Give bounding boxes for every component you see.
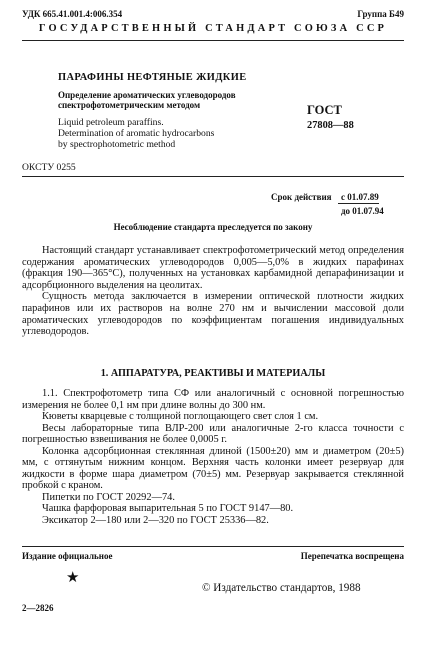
standard-subtitle-ru-1: Определение ароматических углеводородов <box>58 90 236 100</box>
standard-name-ru: ПАРАФИНЫ НЕФТЯНЫЕ ЖИДКИЕ <box>58 72 247 83</box>
udk-code: УДК 665.41.001.4:006.354 <box>22 9 123 19</box>
header-rule <box>22 40 404 41</box>
list-item: Чашка фарфоровая выпарительная 5 по ГОСТ 9147—80. <box>42 503 294 514</box>
okstu-code: ОКСТУ 0255 <box>22 162 76 173</box>
intro-text <box>22 245 404 338</box>
footer-rule <box>22 546 404 547</box>
edition-label: Издание официальное <box>22 551 113 561</box>
list-item: 1.1. Спектрофотометр типа СФ или аналогичный с основной погрешностью измерения не более 0,1 нм при длине волны до 300 нм. <box>22 388 404 411</box>
standard-name-en-1: Liquid petroleum paraffins. <box>58 117 164 128</box>
title-rule <box>22 176 404 177</box>
list-item: Кюветы кварцевые с толщиной поглощающего свет слоя 1 см. <box>42 411 319 422</box>
list-item: Эксикатор 2—180 или 2—320 по ГОСТ 25336—82. <box>42 514 269 526</box>
print-code: 2—2826 <box>22 603 54 613</box>
section-heading: 1. АППАРАТУРА, РЕАКТИВЫ И МАТЕРИАЛЫ <box>100 368 326 379</box>
validity-to: до 01.07.94 <box>341 206 384 216</box>
gost-number: 27808—88 <box>307 120 354 131</box>
standard-name-en-2: Determination of aromatic hydrocarbons <box>58 128 215 139</box>
list-item: Колонка адсорбционная стеклянная длиной (1500±20) мм и диаметром (20±5) мм, с оттянутым нижним концом. Верхняя часть колонки имеет резервуар для жидкости в форме шара диаметром (70±5) мм. Резервуар закрывается стеклянной пробкой с краном. <box>22 445 404 491</box>
standard-name-en-3: by spectrophotometric method <box>58 139 176 150</box>
intro-paragraph: Сущность метода заключается в измерении оптической плотности жидких парафинов или их растворов на волне 270 нм и вычислении массовой доли ароматических углеводородов по коэффициентам погашения индивидуальных углеводородов. <box>22 291 404 338</box>
law-notice: Несоблюдение стандарта преследуется по закону <box>113 222 313 232</box>
reprint-notice: Перепечатка воспрещена <box>300 551 404 561</box>
copyright: © Издательство стандартов, 1988 <box>202 582 361 594</box>
validity-from: с 01.07.89 <box>338 192 379 204</box>
gost-label: ГОСТ <box>307 103 342 117</box>
list-item: Пипетки по ГОСТ 20292—74. <box>42 491 175 503</box>
apparatus-list <box>22 388 404 526</box>
standard-title: ГОСУДАРСТВЕННЫЙ СТАНДАРТ СОЮЗА ССР <box>38 23 388 34</box>
standard-subtitle-ru-2: спектрофотометрическим методом <box>58 100 201 110</box>
star-icon: ★ <box>66 570 80 586</box>
list-item: Весы лабораторные типа ВЛР-200 или аналогичные 2-го класса точности с погрешностью взвешивания не более 0,0005 г. <box>22 422 404 445</box>
validity-label: Срок действия <box>271 192 332 202</box>
group-code: Группа Б49 <box>357 9 404 19</box>
intro-paragraph: Настоящий стандарт устанавливает спектрофотометрический метод определения содержания ароматических углеводородов 0,005—5,0% в жидких парафинах (фракция 190—365°С), полученных на установках карбамидной депарафинизации и адсорбционного выделения на цеолитах. <box>22 245 404 291</box>
